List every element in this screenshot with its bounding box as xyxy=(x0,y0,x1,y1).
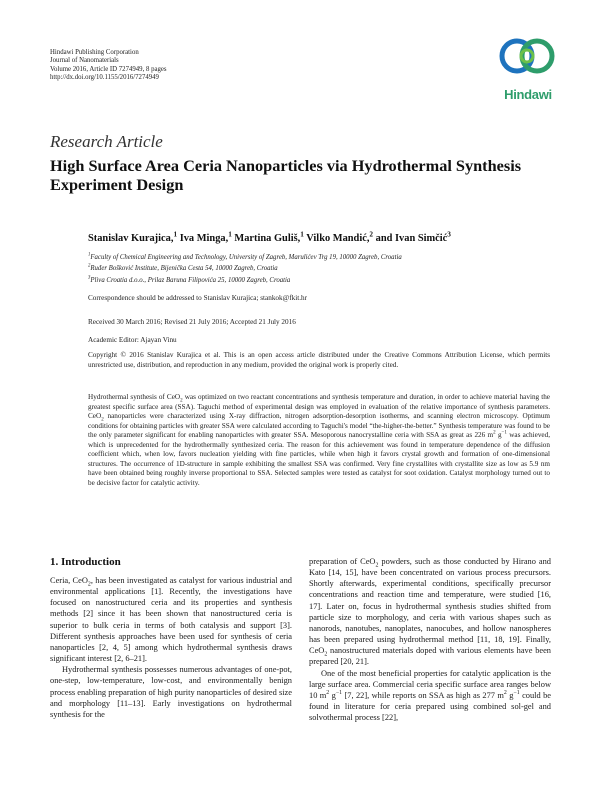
author: Vilko Mandić, xyxy=(303,233,370,244)
author: Iva Minga, xyxy=(177,233,229,244)
journal-name: Journal of Nanomaterials xyxy=(50,57,119,65)
author: Martina Guliš, xyxy=(231,233,301,244)
doi-link[interactable]: http://dx.doi.org/10.1155/2016/7274949 xyxy=(50,74,159,82)
logo-text: Hindawi xyxy=(504,87,552,102)
journal-header xyxy=(50,49,167,83)
correspondence: Correspondence should be addressed to Stanislav Kurajica; stankok@fkit.hr xyxy=(88,294,307,302)
dates: Received 30 March 2016; Revised 21 July 2016; Accepted 21 July 2016 xyxy=(88,318,296,326)
hindawi-logo xyxy=(497,30,559,106)
abstract: Hydrothermal synthesis of CeO$_2$ was optimized on two reactant concentrations and synthesis temperature and duration, in order to achieve material having the greatest specific surface area (SSA). Taguchi method of experimental design was employed in evaluation of the relative importance of synthesis parameters. CeO$_2$ nanoparticles were characterized using X-ray diffraction, nitrogen adsorption-desorption isotherms, and scanning electron microscopy. Optimum conditions for obtaining particles with greater SSA were calculated according to Taguchi's model “the-higher-the-better.” Synthesis temperature was found to be the only parameter significant for enabling nanoparticles with greater SSA. Mesoporous nanocrystalline ceria with SSA as great as 226 $m^2$ $g^{-1}$ was achieved, which is unprecedented for the hydrothermally synthesized ceria. The reason for this achievement was found in temperature dependence of the diffusion coefficient which, when low, favors nucleation yielding with fine particles, while when high it favors crystal growth and formation of one-dimensional structures. The occurrence of 1D-structure in sample exhibiting the smallest SSA was confirmed. Very fine crystallites with crystallite size as low as 5.9 nm have been obtained being roughly inverse proportional to SSA. Selected samples were tested as catalyst for soot oxidation. Catalyst morphology turned out to be decisive factor for catalytic activity. xyxy=(88,393,551,487)
publisher: Hindawi Publishing Corporation xyxy=(50,49,139,56)
section-heading: 1. Introduction xyxy=(50,556,121,568)
intro-left-column xyxy=(50,575,292,720)
hindawi-rings-icon xyxy=(497,30,559,86)
paragraph: Ceria, CeO$_2$, has been investigated as catalyst for various industrial and environmental applications [1]. Recently, the investigations have focused on nanostructured ceria and its properties and synthesis methods [2] since it has been shown that nanostructured ceria is superior to bulk ceria in terms of both catalysis and support [3]. Different synthesis approaches have been used for synthesis of ceria nanoparticles [2, 4, 5] among which hydrothermal synthesis draws significant interest [2, 6–21]. xyxy=(50,576,292,664)
intro-right-column xyxy=(309,556,551,723)
copyright-notice: Copyright © 2016 Stanislav Kurajica et al. This is an open access article distributed under the Creative Commons Attribution License, which permits unrestricted use, distribution, and reproduction in any medium, provided the original work is properly cited. xyxy=(88,351,550,369)
volume-info: Volume 2016, Article ID 7274949, 8 pages xyxy=(50,65,167,73)
affiliation-item: $^2$Ruđer Bošković Institute, Bijenička Cesta 54, 10000 Zagreb, Croatia xyxy=(88,264,278,273)
author: Stanislav Kurajica, xyxy=(88,233,174,244)
affiliations xyxy=(88,252,402,286)
article-type: Research Article xyxy=(50,132,163,151)
paragraph: Hydrothermal synthesis possesses numerous advantages of one-pot, one-step, low-temperature, low-cost, and environmentally benign process enabling preparation of high purity nanoparticles of desired size and morphology [11–13]. Early investigations on hydrothermal synthesis for the xyxy=(50,665,292,719)
author-list: Stanislav Kurajica,$^1$ Iva Minga,$^1$ Martina Guliš,$^1$ Vilko Mandić,$^2$ and Ivan Simčić$^3$ xyxy=(88,230,451,244)
paper-title: High Surface Area Ceria Nanoparticles via Hydrothermal Synthesis Experiment Design xyxy=(50,156,522,194)
affiliation-item: $^1$Faculty of Chemical Engineering and Technology, University of Zagreb, Marulićev Trg 19, 10000 Zagreb, Croatia xyxy=(88,252,402,261)
academic-editor: Academic Editor: Ajayan Vinu xyxy=(88,336,177,344)
paragraph: One of the most beneficial properties for catalytic application is the large surface area. Commercial ceria specific surface area ranges below 10 $m^2$ $g^{-1}$ [7, 22], while reports on SSA as high as 277 $m^2$ $g^{-1}$ could be found in literature for ceria prepared using combined sol-gel and solvothermal process [22], xyxy=(309,668,551,723)
affiliation-item: $^3$Pliva Croatia d.o.o., Prilaz Baruna Filipovića 25, 10000 Zagreb, Croatia xyxy=(88,275,291,284)
paragraph: preparation of CeO$_2$ powders, such as those conducted by Hirano and Kato [14, 15], have been concentrated on various process precursors. Shortly afterwards, experimental conditions, specifically precursor concentrations and reaction time and temperature, were studied [16, 17]. Later on, focus in hydrothermal synthesis studies shifted from particle size to morphology, and ceria with various shapes such as nanorods, nanotubes, nanoplates, nanocubes, and hollow nanospheres has been prepared using hydrothermal method [11, 18, 19]. Finally, CeO$_2$ nanostructured materials doped with various elements have been prepared [20, 21]. xyxy=(309,557,551,667)
author: and Ivan Simčić xyxy=(373,233,448,244)
